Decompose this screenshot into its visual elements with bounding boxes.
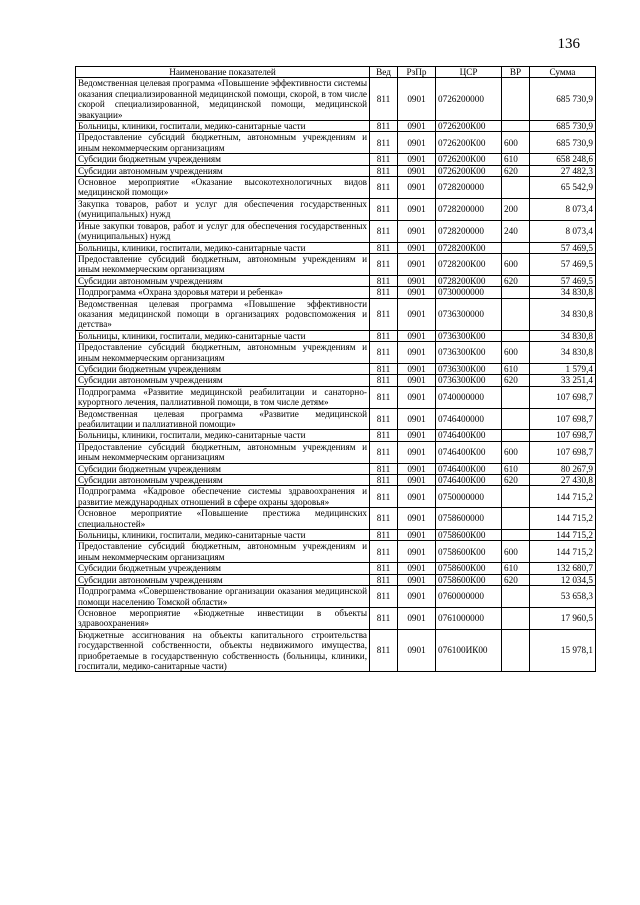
header-vr: ВР bbox=[502, 67, 530, 78]
table-row bbox=[76, 78, 596, 121]
row-csr-cell: 0736300К00 bbox=[436, 375, 502, 386]
row-sum-cell: 34 830,8 bbox=[530, 342, 596, 364]
row-rzpr-cell: 0901 bbox=[398, 78, 436, 121]
row-vr-cell: 620 bbox=[502, 375, 530, 386]
row-csr-cell: 0728200000 bbox=[436, 177, 502, 199]
row-sum-cell: 15 978,1 bbox=[530, 629, 596, 672]
row-name-cell: Больницы, клиники, госпитали, медико-санитарные части bbox=[76, 121, 370, 132]
row-vr-cell bbox=[502, 430, 530, 441]
row-sum-cell: 12 034,5 bbox=[530, 574, 596, 585]
table-row bbox=[76, 563, 596, 574]
row-name-cell: Закупка товаров, работ и услуг для обеспечения государственных (муниципальных) нужд bbox=[76, 198, 370, 220]
row-ved-cell: 811 bbox=[370, 530, 398, 541]
row-rzpr-cell: 0901 bbox=[398, 287, 436, 298]
row-name-cell: Подпрограмма «Охрана здоровья матери и ребенка» bbox=[76, 287, 370, 298]
row-rzpr-cell: 0901 bbox=[398, 386, 436, 408]
row-rzpr-cell: 0901 bbox=[398, 430, 436, 441]
row-rzpr-cell: 0901 bbox=[398, 177, 436, 199]
table-row bbox=[76, 220, 596, 242]
row-vr-cell: 600 bbox=[502, 541, 530, 563]
row-rzpr-cell: 0901 bbox=[398, 275, 436, 286]
row-csr-cell: 0740000000 bbox=[436, 386, 502, 408]
row-csr-cell: 0728200000 bbox=[436, 220, 502, 242]
row-vr-cell bbox=[502, 586, 530, 608]
row-name-cell: Подпрограмма «Кадровое обеспечение системы здравоохранения и развитие международных отношений в сфере охраны здоровья» bbox=[76, 486, 370, 508]
table-row bbox=[76, 242, 596, 253]
row-rzpr-cell: 0901 bbox=[398, 330, 436, 341]
row-sum-cell: 658 248,6 bbox=[530, 154, 596, 165]
row-name-cell: Больницы, клиники, госпитали, медико-санитарные части bbox=[76, 430, 370, 441]
row-vr-cell: 610 bbox=[502, 154, 530, 165]
row-name-cell: Подпрограмма «Совершенствование организации оказания медицинской помощи населению Томской области» bbox=[76, 586, 370, 608]
row-ved-cell: 811 bbox=[370, 441, 398, 463]
row-csr-cell: 0746400К00 bbox=[436, 430, 502, 441]
row-rzpr-cell: 0901 bbox=[398, 298, 436, 330]
row-vr-cell bbox=[502, 530, 530, 541]
row-sum-cell: 107 698,7 bbox=[530, 441, 596, 463]
row-vr-cell: 600 bbox=[502, 441, 530, 463]
row-name-cell: Субсидии автономным учреждениям bbox=[76, 574, 370, 585]
row-name-cell: Предоставление субсидий бюджетным, автономным учреждениям и иным некоммерческим организациям bbox=[76, 132, 370, 154]
row-sum-cell: 34 830,8 bbox=[530, 298, 596, 330]
row-sum-cell: 144 715,2 bbox=[530, 530, 596, 541]
table-row bbox=[76, 574, 596, 585]
table-row bbox=[76, 342, 596, 364]
row-name-cell: Основное мероприятие «Оказание высокотехнологичных видов медицинской помощи» bbox=[76, 177, 370, 199]
row-sum-cell: 17 960,5 bbox=[530, 607, 596, 629]
row-name-cell: Больницы, клиники, госпитали, медико-санитарные части bbox=[76, 330, 370, 341]
row-vr-cell bbox=[502, 408, 530, 430]
row-vr-cell: 620 bbox=[502, 475, 530, 486]
table-row bbox=[76, 607, 596, 629]
row-ved-cell: 811 bbox=[370, 375, 398, 386]
row-name-cell: Основное мероприятие «Повышение престижа медицинских специальностей» bbox=[76, 508, 370, 530]
row-csr-cell: 0736300К00 bbox=[436, 342, 502, 364]
table-row bbox=[76, 541, 596, 563]
row-ved-cell: 811 bbox=[370, 363, 398, 374]
row-csr-cell: 0758600000 bbox=[436, 508, 502, 530]
row-rzpr-cell: 0901 bbox=[398, 198, 436, 220]
row-vr-cell: 600 bbox=[502, 253, 530, 275]
row-sum-cell: 57 469,5 bbox=[530, 242, 596, 253]
row-vr-cell bbox=[502, 287, 530, 298]
row-csr-cell: 0760000000 bbox=[436, 586, 502, 608]
row-rzpr-cell: 0901 bbox=[398, 342, 436, 364]
row-sum-cell: 144 715,2 bbox=[530, 541, 596, 563]
row-sum-cell: 53 658,3 bbox=[530, 586, 596, 608]
row-csr-cell: 0746400К00 bbox=[436, 475, 502, 486]
header-ved: Вед bbox=[370, 67, 398, 78]
row-name-cell: Субсидии бюджетным учреждениям bbox=[76, 363, 370, 374]
table-row bbox=[76, 177, 596, 199]
row-sum-cell: 107 698,7 bbox=[530, 430, 596, 441]
row-csr-cell: 0758600К00 bbox=[436, 563, 502, 574]
page-number: 136 bbox=[557, 36, 580, 52]
table-row bbox=[76, 408, 596, 430]
table-row bbox=[76, 363, 596, 374]
table-row bbox=[76, 121, 596, 132]
row-name-cell: Предоставление субсидий бюджетным, автономным учреждениям и иным некоммерческим организациям bbox=[76, 253, 370, 275]
row-vr-cell bbox=[502, 486, 530, 508]
row-rzpr-cell: 0901 bbox=[398, 154, 436, 165]
row-rzpr-cell: 0901 bbox=[398, 408, 436, 430]
row-rzpr-cell: 0901 bbox=[398, 441, 436, 463]
row-ved-cell: 811 bbox=[370, 330, 398, 341]
row-csr-cell: 0746400К00 bbox=[436, 463, 502, 474]
table-row bbox=[76, 463, 596, 474]
row-vr-cell bbox=[502, 629, 530, 672]
row-name-cell: Предоставление субсидий бюджетным, автономным учреждениям и иным некоммерческим организациям bbox=[76, 541, 370, 563]
row-rzpr-cell: 0901 bbox=[398, 508, 436, 530]
row-csr-cell: 076100ИК00 bbox=[436, 629, 502, 672]
row-ved-cell: 811 bbox=[370, 220, 398, 242]
table-row bbox=[76, 132, 596, 154]
row-sum-cell: 107 698,7 bbox=[530, 386, 596, 408]
table-row bbox=[76, 275, 596, 286]
row-vr-cell: 600 bbox=[502, 342, 530, 364]
row-rzpr-cell: 0901 bbox=[398, 586, 436, 608]
table-row bbox=[76, 530, 596, 541]
row-name-cell: Больницы, клиники, госпитали, медико-санитарные части bbox=[76, 530, 370, 541]
row-csr-cell: 0728200К00 bbox=[436, 242, 502, 253]
row-csr-cell: 0726200К00 bbox=[436, 121, 502, 132]
row-vr-cell: 620 bbox=[502, 574, 530, 585]
row-csr-cell: 0726200К00 bbox=[436, 154, 502, 165]
row-sum-cell: 65 542,9 bbox=[530, 177, 596, 199]
row-ved-cell: 811 bbox=[370, 563, 398, 574]
row-sum-cell: 8 073,4 bbox=[530, 198, 596, 220]
row-rzpr-cell: 0901 bbox=[398, 165, 436, 176]
row-vr-cell bbox=[502, 177, 530, 199]
row-sum-cell: 34 830,8 bbox=[530, 330, 596, 341]
row-rzpr-cell: 0901 bbox=[398, 363, 436, 374]
row-name-cell: Субсидии автономным учреждениям bbox=[76, 165, 370, 176]
row-rzpr-cell: 0901 bbox=[398, 530, 436, 541]
table-body bbox=[76, 78, 596, 672]
row-csr-cell: 0726200К00 bbox=[436, 132, 502, 154]
row-ved-cell: 811 bbox=[370, 132, 398, 154]
row-csr-cell: 0758600К00 bbox=[436, 530, 502, 541]
row-csr-cell: 0758600К00 bbox=[436, 574, 502, 585]
row-name-cell: Бюджетные ассигнования на объекты капитального строительства государственной собственности, объекты недвижимого имущества, приобретаемые в государственную собственность (больницы, клиники, госпитали, медико-санитарные части) bbox=[76, 629, 370, 672]
row-name-cell: Ведомственная целевая программа «Повышение эффективности системы оказания специализированной медицинской помощи, скорой, в том числе скорой специализированной, медицинской помощи, медицинской эвакуации» bbox=[76, 78, 370, 121]
row-csr-cell: 0728200К00 bbox=[436, 253, 502, 275]
row-csr-cell: 0761000000 bbox=[436, 607, 502, 629]
table-row bbox=[76, 287, 596, 298]
table-row bbox=[76, 629, 596, 672]
row-sum-cell: 34 830,8 bbox=[530, 287, 596, 298]
row-name-cell: Иные закупки товаров, работ и услуг для обеспечения государственных (муниципальных) нужд bbox=[76, 220, 370, 242]
row-ved-cell: 811 bbox=[370, 242, 398, 253]
table-row bbox=[76, 375, 596, 386]
header-csr: ЦСР bbox=[436, 67, 502, 78]
row-ved-cell: 811 bbox=[370, 154, 398, 165]
row-ved-cell: 811 bbox=[370, 78, 398, 121]
row-ved-cell: 811 bbox=[370, 629, 398, 672]
row-ved-cell: 811 bbox=[370, 275, 398, 286]
row-vr-cell bbox=[502, 330, 530, 341]
row-name-cell: Предоставление субсидий бюджетным, автономным учреждениям и иным некоммерческим организациям bbox=[76, 342, 370, 364]
row-ved-cell: 811 bbox=[370, 287, 398, 298]
row-csr-cell: 0728200000 bbox=[436, 198, 502, 220]
row-name-cell: Субсидии автономным учреждениям bbox=[76, 475, 370, 486]
row-sum-cell: 132 680,7 bbox=[530, 563, 596, 574]
row-name-cell: Основное мероприятие «Бюджетные инвестиции в объекты здравоохранения» bbox=[76, 607, 370, 629]
row-name-cell: Субсидии бюджетным учреждениям bbox=[76, 563, 370, 574]
row-sum-cell: 107 698,7 bbox=[530, 408, 596, 430]
row-vr-cell: 200 bbox=[502, 198, 530, 220]
row-ved-cell: 811 bbox=[370, 253, 398, 275]
row-name-cell: Предоставление субсидий бюджетным, автономным учреждениям и иным некоммерческим организациям bbox=[76, 441, 370, 463]
row-ved-cell: 811 bbox=[370, 408, 398, 430]
table-row bbox=[76, 586, 596, 608]
row-rzpr-cell: 0901 bbox=[398, 574, 436, 585]
row-vr-cell bbox=[502, 607, 530, 629]
row-rzpr-cell: 0901 bbox=[398, 132, 436, 154]
row-ved-cell: 811 bbox=[370, 430, 398, 441]
row-vr-cell: 620 bbox=[502, 275, 530, 286]
row-sum-cell: 685 730,9 bbox=[530, 132, 596, 154]
row-csr-cell: 0730000000 bbox=[436, 287, 502, 298]
row-vr-cell bbox=[502, 298, 530, 330]
row-csr-cell: 0728200К00 bbox=[436, 275, 502, 286]
row-csr-cell: 0736300К00 bbox=[436, 363, 502, 374]
table-row bbox=[76, 330, 596, 341]
row-csr-cell: 0746400К00 bbox=[436, 441, 502, 463]
row-rzpr-cell: 0901 bbox=[398, 375, 436, 386]
row-sum-cell: 57 469,5 bbox=[530, 275, 596, 286]
table-row bbox=[76, 430, 596, 441]
row-csr-cell: 0750000000 bbox=[436, 486, 502, 508]
row-ved-cell: 811 bbox=[370, 607, 398, 629]
row-name-cell: Субсидии бюджетным учреждениям bbox=[76, 154, 370, 165]
row-sum-cell: 144 715,2 bbox=[530, 508, 596, 530]
table-row bbox=[76, 198, 596, 220]
row-ved-cell: 811 bbox=[370, 121, 398, 132]
row-ved-cell: 811 bbox=[370, 386, 398, 408]
row-ved-cell: 811 bbox=[370, 475, 398, 486]
row-sum-cell: 1 579,4 bbox=[530, 363, 596, 374]
row-rzpr-cell: 0901 bbox=[398, 541, 436, 563]
row-rzpr-cell: 0901 bbox=[398, 486, 436, 508]
table-row bbox=[76, 508, 596, 530]
row-name-cell: Подпрограмма «Развитие медицинской реабилитации и санаторно-курортного лечения, паллиативной помощи, в том числе детям» bbox=[76, 386, 370, 408]
row-ved-cell: 811 bbox=[370, 586, 398, 608]
row-ved-cell: 811 bbox=[370, 463, 398, 474]
row-name-cell: Субсидии автономным учреждениям bbox=[76, 275, 370, 286]
row-vr-cell bbox=[502, 242, 530, 253]
budget-table bbox=[75, 66, 596, 672]
row-name-cell: Субсидии автономным учреждениям bbox=[76, 375, 370, 386]
row-csr-cell: 0726200К00 bbox=[436, 165, 502, 176]
header-rzpr: РзПр bbox=[398, 67, 436, 78]
row-vr-cell: 610 bbox=[502, 563, 530, 574]
row-vr-cell bbox=[502, 508, 530, 530]
row-ved-cell: 811 bbox=[370, 508, 398, 530]
row-csr-cell: 0736300К00 bbox=[436, 330, 502, 341]
header-sum: Сумма bbox=[530, 67, 596, 78]
row-sum-cell: 8 073,4 bbox=[530, 220, 596, 242]
row-ved-cell: 811 bbox=[370, 177, 398, 199]
table-row bbox=[76, 253, 596, 275]
row-ved-cell: 811 bbox=[370, 198, 398, 220]
row-name-cell: Ведомственная целевая программа «Развитие медицинской реабилитации и паллиативной помощи» bbox=[76, 408, 370, 430]
row-name-cell: Субсидии бюджетным учреждениям bbox=[76, 463, 370, 474]
row-vr-cell: 610 bbox=[502, 363, 530, 374]
row-ved-cell: 811 bbox=[370, 486, 398, 508]
row-ved-cell: 811 bbox=[370, 574, 398, 585]
row-ved-cell: 811 bbox=[370, 541, 398, 563]
table-header-row bbox=[76, 67, 596, 78]
row-rzpr-cell: 0901 bbox=[398, 563, 436, 574]
row-name-cell: Больницы, клиники, госпитали, медико-санитарные части bbox=[76, 242, 370, 253]
row-csr-cell: 0726200000 bbox=[436, 78, 502, 121]
table-row bbox=[76, 441, 596, 463]
row-sum-cell: 80 267,9 bbox=[530, 463, 596, 474]
row-csr-cell: 0746400000 bbox=[436, 408, 502, 430]
row-vr-cell: 610 bbox=[502, 463, 530, 474]
row-name-cell: Ведомственная целевая программа «Повышение эффективности оказания медицинской помощи в организациях родовспоможения и детства» bbox=[76, 298, 370, 330]
row-ved-cell: 811 bbox=[370, 298, 398, 330]
row-vr-cell bbox=[502, 78, 530, 121]
row-sum-cell: 144 715,2 bbox=[530, 486, 596, 508]
header-name: Наименование показателей bbox=[76, 67, 370, 78]
table-row bbox=[76, 154, 596, 165]
row-vr-cell bbox=[502, 121, 530, 132]
row-csr-cell: 0758600К00 bbox=[436, 541, 502, 563]
row-vr-cell: 620 bbox=[502, 165, 530, 176]
table-row bbox=[76, 386, 596, 408]
row-sum-cell: 27 482,3 bbox=[530, 165, 596, 176]
row-sum-cell: 57 469,5 bbox=[530, 253, 596, 275]
row-rzpr-cell: 0901 bbox=[398, 607, 436, 629]
table-row bbox=[76, 486, 596, 508]
row-ved-cell: 811 bbox=[370, 342, 398, 364]
row-rzpr-cell: 0901 bbox=[398, 463, 436, 474]
row-vr-cell: 240 bbox=[502, 220, 530, 242]
row-sum-cell: 27 430,8 bbox=[530, 475, 596, 486]
row-rzpr-cell: 0901 bbox=[398, 220, 436, 242]
row-vr-cell bbox=[502, 386, 530, 408]
row-rzpr-cell: 0901 bbox=[398, 475, 436, 486]
row-rzpr-cell: 0901 bbox=[398, 121, 436, 132]
row-sum-cell: 33 251,4 bbox=[530, 375, 596, 386]
table-row bbox=[76, 165, 596, 176]
row-csr-cell: 0736300000 bbox=[436, 298, 502, 330]
row-ved-cell: 811 bbox=[370, 165, 398, 176]
row-sum-cell: 685 730,9 bbox=[530, 121, 596, 132]
row-sum-cell: 685 730,9 bbox=[530, 78, 596, 121]
row-rzpr-cell: 0901 bbox=[398, 629, 436, 672]
table-row bbox=[76, 298, 596, 330]
row-rzpr-cell: 0901 bbox=[398, 242, 436, 253]
table-row bbox=[76, 475, 596, 486]
row-vr-cell: 600 bbox=[502, 132, 530, 154]
row-rzpr-cell: 0901 bbox=[398, 253, 436, 275]
